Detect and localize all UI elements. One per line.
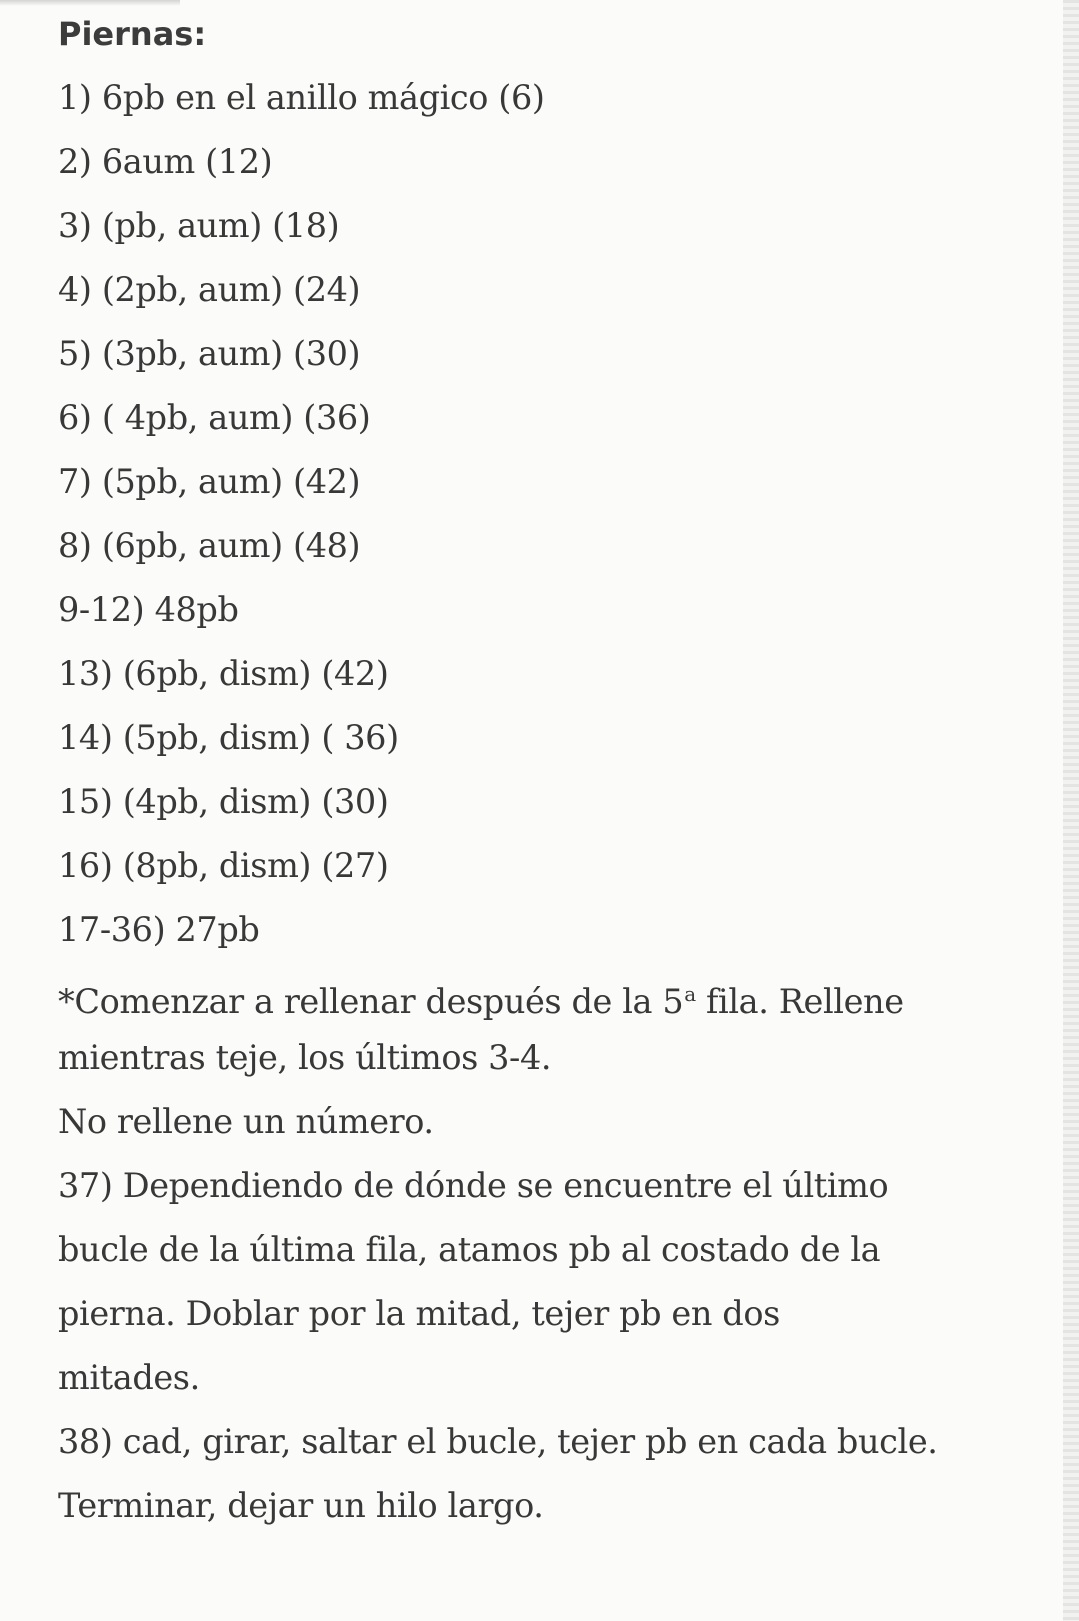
step-37-line-4: mitades. [58, 1358, 200, 1397]
step-38-line-1: 38) cad, girar, saltar el bucle, tejer pb en cada bucle. [58, 1422, 938, 1461]
stuffing-note-text: *Comenzar a rellenar después de la 5 [58, 982, 684, 1021]
top-edge-shadow [0, 0, 180, 6]
pattern-row: 2) 6aum (12) [58, 142, 273, 181]
step-37-line-3: pierna. Doblar por la mitad, tejer pb en dos [58, 1294, 780, 1333]
step-37-line-1: 37) Dependiendo de dónde se encuentre el último [58, 1166, 889, 1205]
pattern-row: 8) (6pb, aum) (48) [58, 526, 361, 565]
stuffing-note-line-2: mientras teje, los últimos 3-4. [58, 1038, 552, 1077]
pattern-row: 14) (5pb, dism) ( 36) [58, 718, 399, 757]
pattern-row: 3) (pb, aum) (18) [58, 206, 340, 245]
step-38-line-2: Terminar, dejar un hilo largo. [58, 1486, 544, 1525]
pattern-row: 4) (2pb, aum) (24) [58, 270, 361, 309]
pattern-row: 6) ( 4pb, aum) (36) [58, 398, 371, 437]
pattern-row: 17-36) 27pb [58, 910, 260, 949]
section-title: Piernas: [58, 15, 207, 53]
stuffing-note-line-3: No rellene un número. [58, 1102, 434, 1141]
pattern-row: 9-12) 48pb [58, 590, 239, 629]
ordinal-superscript: a [684, 982, 696, 1006]
pattern-row: 1) 6pb en el anillo mágico (6) [58, 78, 545, 117]
page-edge-strip [1063, 0, 1079, 1621]
pattern-row: 13) (6pb, dism) (42) [58, 654, 389, 693]
stuffing-note-line-1 [58, 962, 904, 1026]
pattern-row: 7) (5pb, aum) (42) [58, 462, 361, 501]
stuffing-note-text: fila. Rellene [695, 982, 904, 1021]
pattern-row: 16) (8pb, dism) (27) [58, 846, 389, 885]
step-37-line-2: bucle de la última fila, atamos pb al costado de la [58, 1230, 881, 1269]
pattern-row: 5) (3pb, aum) (30) [58, 334, 361, 373]
pattern-row: 15) (4pb, dism) (30) [58, 782, 389, 821]
